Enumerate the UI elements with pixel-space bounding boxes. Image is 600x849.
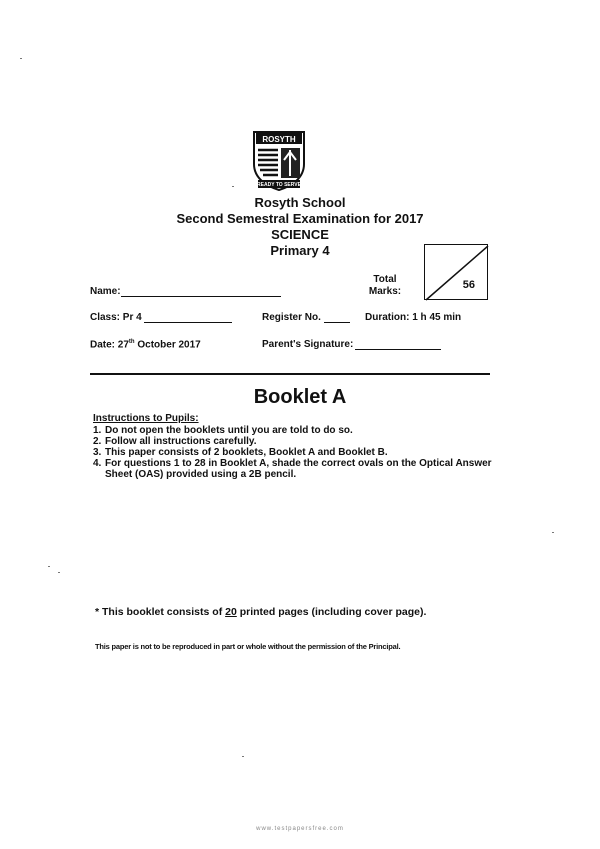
svg-text:READY TO SERVE: READY TO SERVE [257,182,301,188]
scan-speck [48,566,50,567]
date-label: Date: [90,339,116,351]
page-count-note: * This booklet consists of 20 printed pages (including cover page). [95,606,427,618]
register-label: Register No. [262,312,321,323]
date-month-year: October 2017 [137,339,201,351]
svg-text:ROSYTH: ROSYTH [262,135,296,144]
copyright-notice: This paper is not to be reproduced in part or whole without the permission of the Principal. [95,642,401,651]
exam-title: Second Semestral Examination for 2017 [176,211,424,226]
total-marks-box [424,244,488,300]
instruction-item: 4. For questions 1 to 28 in Booklet A, shade the correct ovals on the Optical Answer Sheet (OAS) provided using a 2B pencil. [93,458,492,480]
booklet-title: Booklet A [253,386,347,408]
scan-speck [552,532,554,533]
register-blank [324,322,350,323]
scan-speck [242,756,244,757]
parent-signature-field [262,339,441,350]
parent-signature-label: Parent's Signature: [262,339,354,350]
divider-rule [90,373,490,375]
subject-title: SCIENCE [271,227,329,242]
marks-diagonal [425,245,489,301]
name-label: Name: [90,286,121,297]
school-crest-logo [248,128,310,194]
class-label: Class: Pr 4 [90,312,142,323]
footer-watermark: www.testpapersfree.com [256,826,344,832]
total-marks-value: 56 [462,279,475,291]
instruction-item: 2. Follow all instructions carefully. [93,436,257,447]
date-field [90,339,201,350]
class-blank [144,322,232,323]
instruction-item: 1. Do not open the booklets until you are told to do so. [93,425,353,436]
scan-speck [232,186,234,187]
name-blank [121,296,281,297]
register-field [262,312,350,323]
school-name: Rosyth School [254,195,346,210]
scan-speck [20,58,22,59]
class-field [90,312,232,323]
level-title: Primary 4 [270,243,330,258]
date-suffix: th [128,339,135,345]
scan-speck [58,572,60,573]
date-day: 27 [117,339,129,351]
page-count: 20 [225,606,237,618]
parent-signature-blank [355,349,441,350]
name-field [90,286,281,297]
total-marks-label: Total Marks: [368,274,402,297]
duration-text: Duration: 1 h 45 min [365,312,462,323]
instructions-list [93,425,493,480]
instruction-item: 3. This paper consists of 2 booklets, Booklet A and Booklet B. [93,447,388,458]
exam-header [0,195,600,259]
instructions-heading: Instructions to Pupils: [93,413,199,424]
